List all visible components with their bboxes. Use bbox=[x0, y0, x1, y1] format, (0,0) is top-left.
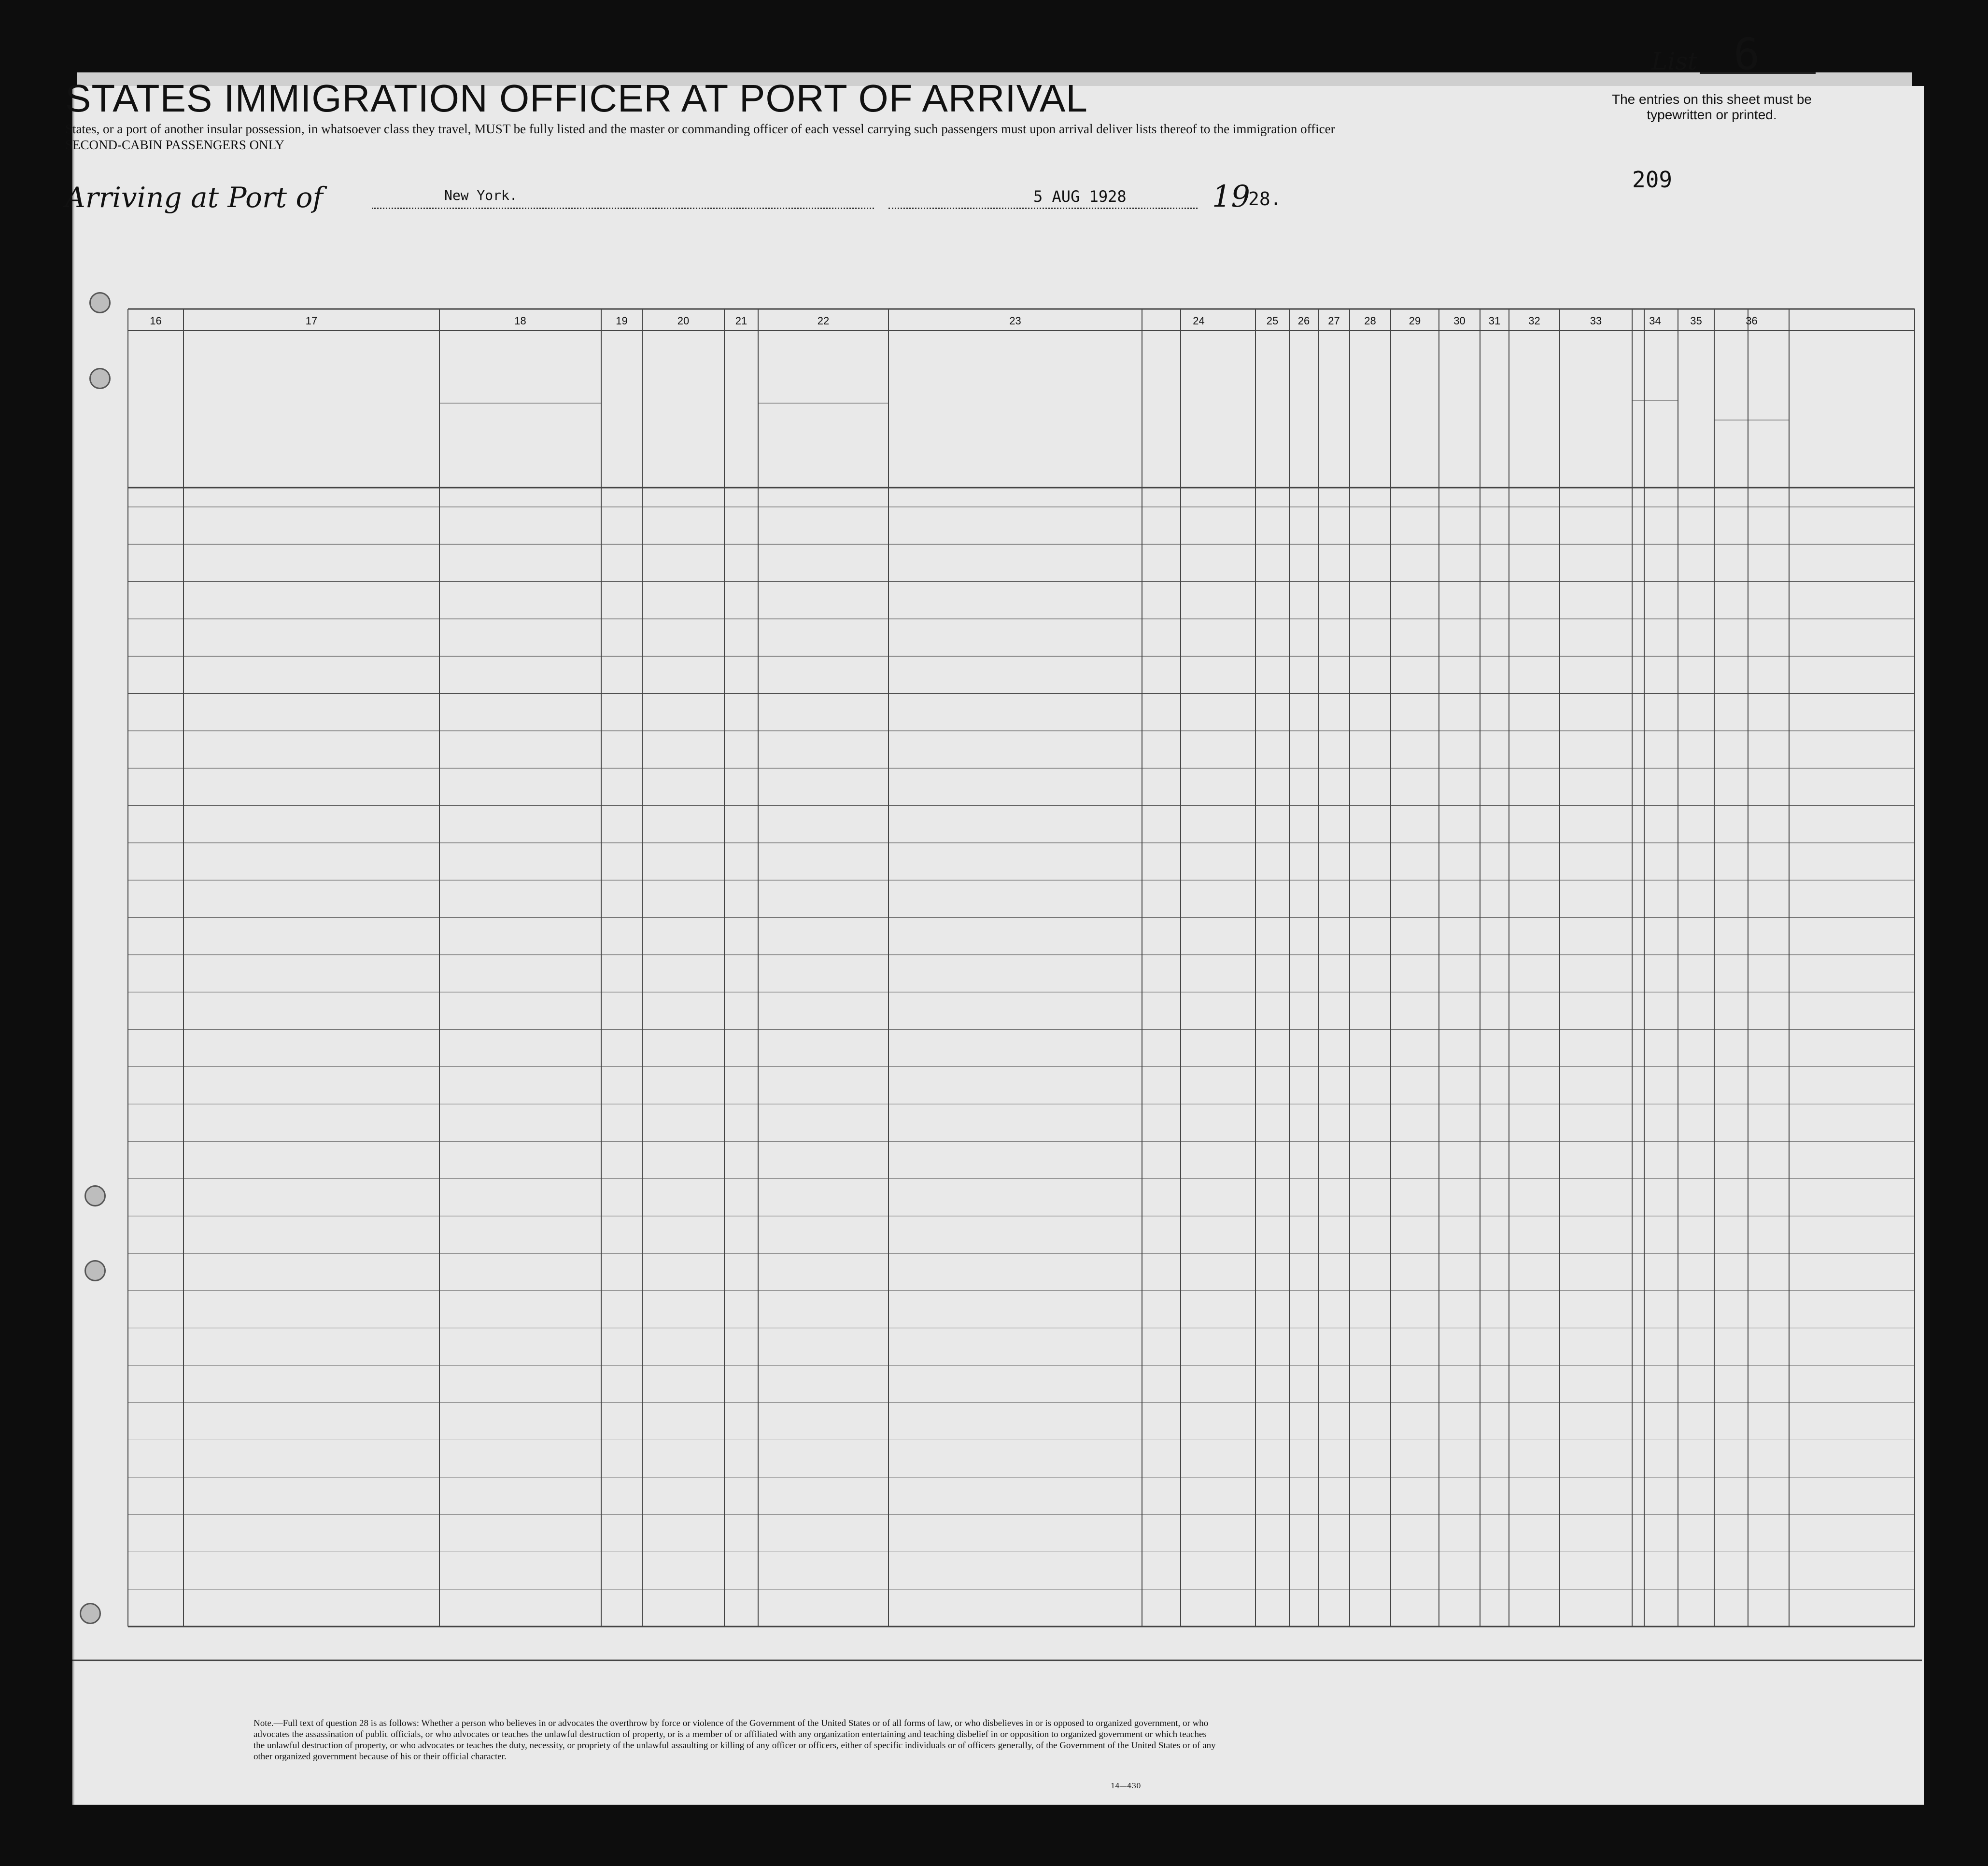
column-number: 35 bbox=[1690, 315, 1702, 327]
form-number: 14—430 bbox=[1111, 1782, 1141, 1790]
column-number: 20 bbox=[677, 315, 690, 327]
form-subtitle-2: SECOND-CABIN PASSENGERS ONLY bbox=[65, 138, 284, 152]
column-number: 21 bbox=[735, 315, 747, 327]
list-label: List bbox=[1651, 47, 1697, 75]
column-number: 23 bbox=[1009, 315, 1021, 327]
binder-hole bbox=[89, 292, 111, 313]
column-number: 30 bbox=[1453, 315, 1466, 327]
footnote: Note.—Full text of question 28 is as follows: Whether a person who believes in or advocates the overthrow by force or violence of the Government of the United States or of all forms of law, or who disbelieves in or is opposed to organized government, or who advocates the assassination of public officials, or who advocates or teaches the unlawful destruction of property, or is a member of or affiliated with any organization entertaining and teaching disbelief in or opposition to organized government or which teaches the unlawful destruction of property, or who advocates or teaches the duty, necessity, or propriety of the unlawful assaulting or killing of any officer or officers, either of specific individuals or of officers generally, of the Government of the United States or of any other organized government because of his or their official character. bbox=[254, 1718, 1216, 1762]
year-prefix: 19 bbox=[1212, 179, 1250, 214]
date-stamp: 5 AUG 1928 bbox=[888, 187, 1198, 209]
column-number: 33 bbox=[1590, 315, 1602, 327]
page-stamp: 209 bbox=[1632, 167, 1673, 193]
binder-hole bbox=[80, 1603, 101, 1624]
column-number: 16 bbox=[150, 315, 162, 327]
column-number: 26 bbox=[1297, 315, 1310, 327]
column-number: 29 bbox=[1409, 315, 1421, 327]
column-number: 22 bbox=[817, 315, 830, 327]
column-number: 17 bbox=[305, 315, 318, 327]
typewritten-note: The entries on this sheet must be typewritten or printed. bbox=[1612, 92, 1812, 122]
column-number: 31 bbox=[1488, 315, 1501, 327]
year-suffix: 28. bbox=[1248, 188, 1282, 210]
list-number: 6 bbox=[1734, 29, 1760, 80]
binder-hole bbox=[89, 368, 111, 389]
column-number: 32 bbox=[1528, 315, 1540, 327]
binder-hole bbox=[85, 1260, 106, 1281]
column-number: 28 bbox=[1364, 315, 1376, 327]
column-number: 36 bbox=[1746, 315, 1758, 327]
binder-hole bbox=[85, 1185, 106, 1207]
column-number: 18 bbox=[514, 315, 526, 327]
column-number: 27 bbox=[1328, 315, 1340, 327]
port-field: New York. bbox=[372, 187, 874, 209]
column-number: 34 bbox=[1649, 315, 1661, 327]
column-number: 25 bbox=[1266, 315, 1279, 327]
form-title: STATES IMMIGRATION OFFICER AT PORT OF ARRIVAL bbox=[65, 77, 1088, 120]
form-subtitle-1: States, or a port of another insular possession, in whatsoever class they travel, MUST be fully listed and the master or commanding officer of each vessel carrying such passengers must upon arrival deliver lists thereof to the immigration officer bbox=[65, 122, 1335, 136]
arriving-label: Arriving at Port of bbox=[65, 181, 323, 214]
column-number: 24 bbox=[1193, 315, 1205, 327]
column-number: 19 bbox=[616, 315, 628, 327]
